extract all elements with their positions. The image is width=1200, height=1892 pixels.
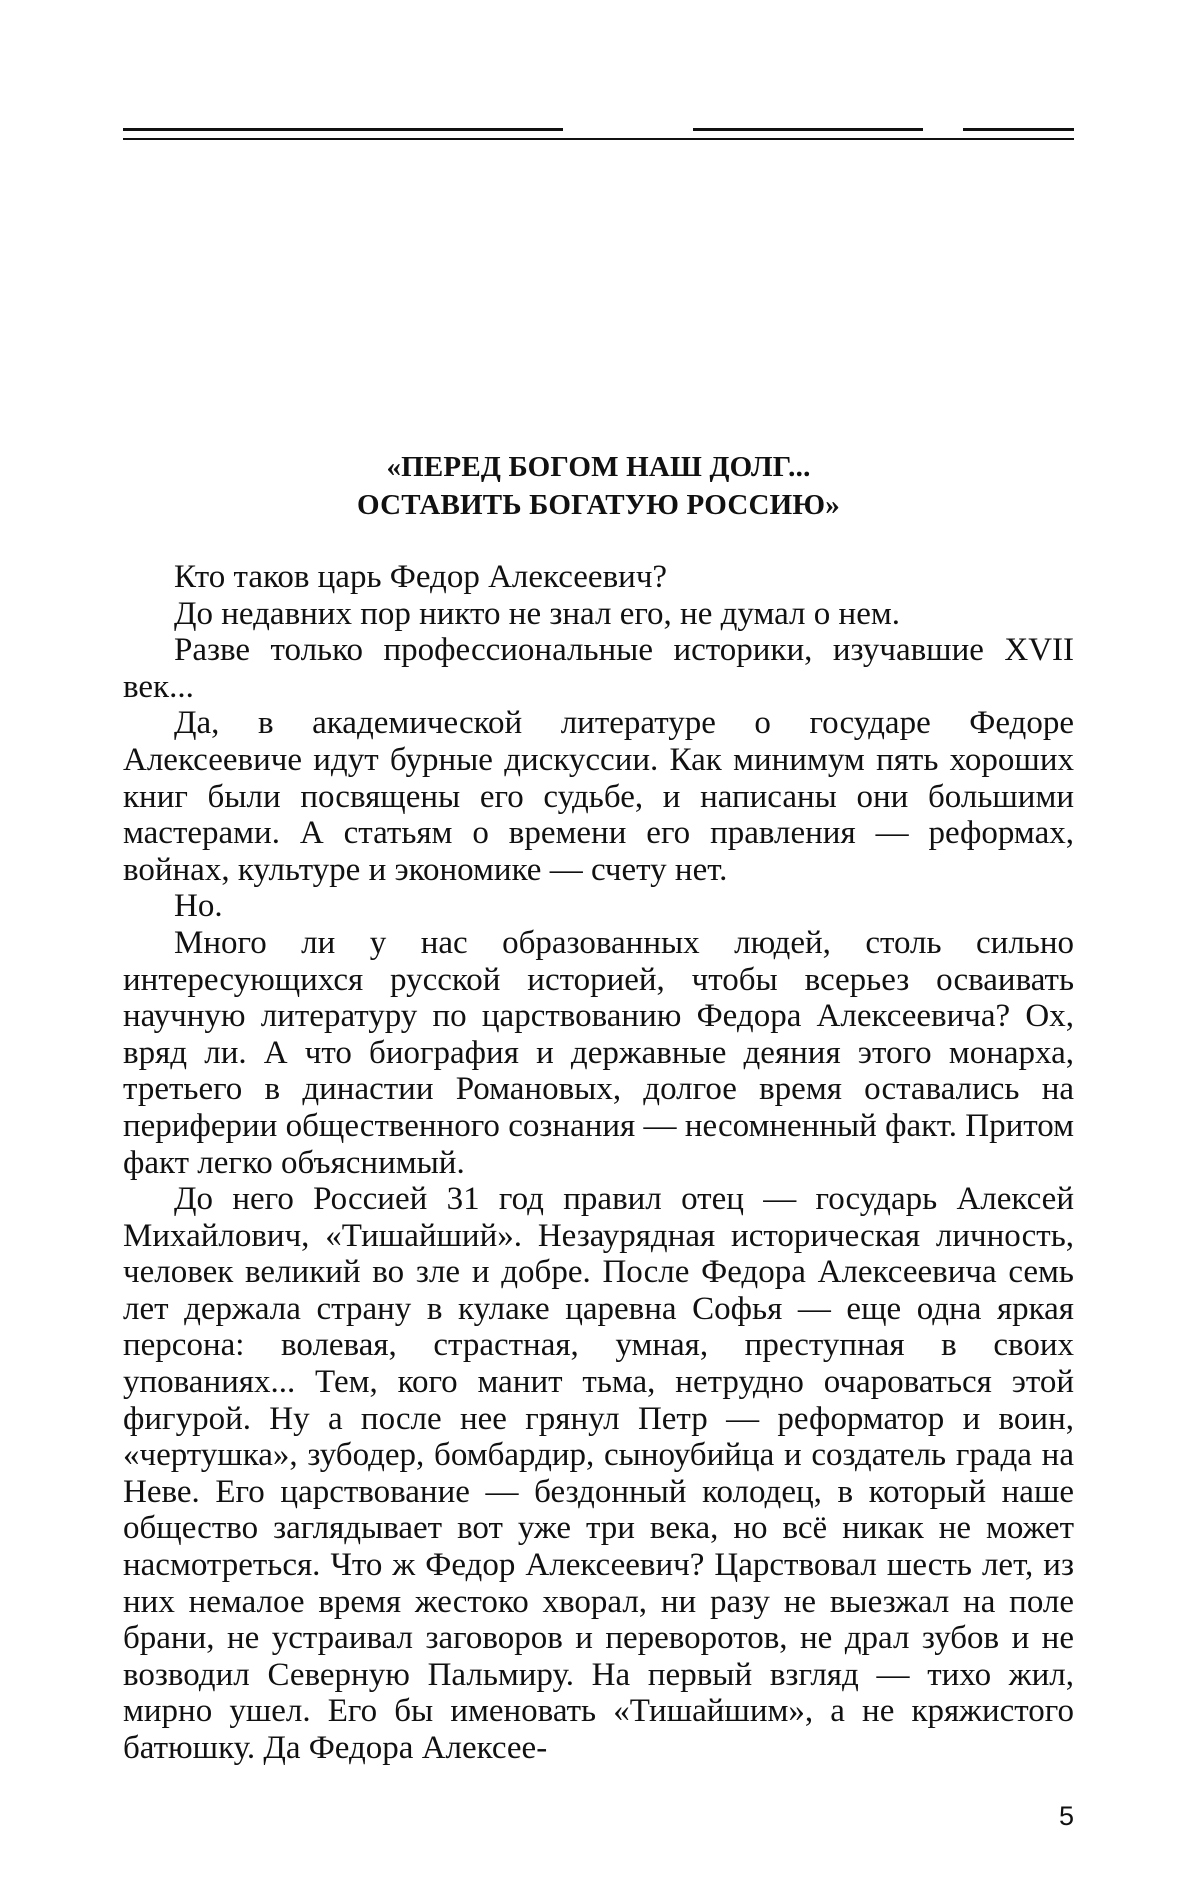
header-rule-gap: [923, 128, 963, 131]
paragraph: Много ли у нас образованных людей, столь сильно интересующихся русской историей, чтобы всерьез осваивать научную литературу по царствованию Федора Алексеевича? Ох, вряд ли. А что биография и державные деяния этого монарха, третьего в династии Романовых, долгое время оставались на периферии общественного сознания — несомненный факт. Притом факт легко объяснимый.: [123, 924, 1074, 1181]
paragraph: До него Россией 31 год правил отец — государь Алексей Михайлович, «Тишайший». Незаурядная историческая личность, человек великий во зле и добре. После Федора Алексеевича семь лет держала страну в кулаке царевна Софья — еще одна яркая персона: волевая, страстная, умная, преступная в своих упованиях... Тем, кого манит тьма, нетрудно очароваться этой фигурой. Ну а после нее грянул Петр — реформатор и воин, «чертушка», зубодер, бомбардир, сыноубийца и создатель града на Неве. Его царствование — бездонный колодец, в который наше общество заглядывает вот уже три века, но всё никак не может насмотреться. Что ж Федор Алексеевич? Царствовал шесть лет, из них немалое время жестоко хворал, ни разу не выезжал на поле брани, не устраивал заговоров и переворотов, не драл зубов и не возводил Северную Пальмиру. На первый взгляд — тихо жил, мирно ушел. Его бы именовать «Тишайшим», а не кряжистого батюшку. Да Федора Алексее-: [123, 1181, 1074, 1766]
header-rule: [123, 128, 1074, 146]
chapter-title-line-1: «ПЕРЕД БОГОМ НАШ ДОЛГ...: [386, 451, 811, 483]
paragraph: Кто таков царь Федор Алексеевич?: [174, 559, 668, 595]
paragraph: До недавних пор никто не знал его, не думал о нем.: [174, 595, 900, 632]
paragraph: Но.: [174, 888, 223, 925]
header-rule-bottom-line: [123, 138, 1074, 140]
chapter-title: [123, 448, 1074, 524]
paragraph: Разве только профессиональные историки, изучавшие XVII век...: [123, 632, 1074, 705]
chapter-title-line-2: ОСТАВИТЬ БОГАТУЮ РОССИЮ»: [357, 489, 840, 521]
chapter-body: [123, 559, 1074, 1767]
page-number: 5: [1058, 1801, 1074, 1831]
paragraph: Да, в академической литературе о государе Федоре Алексеевиче идут бурные дискуссии. Как минимум пять хороших книг были посвящены его судьбе, и написаны они большими мастерами. А статьям о времени его правления — реформах, войнах, культуре и экономике — счету нет.: [123, 705, 1074, 888]
header-rule-gap: [563, 128, 693, 131]
